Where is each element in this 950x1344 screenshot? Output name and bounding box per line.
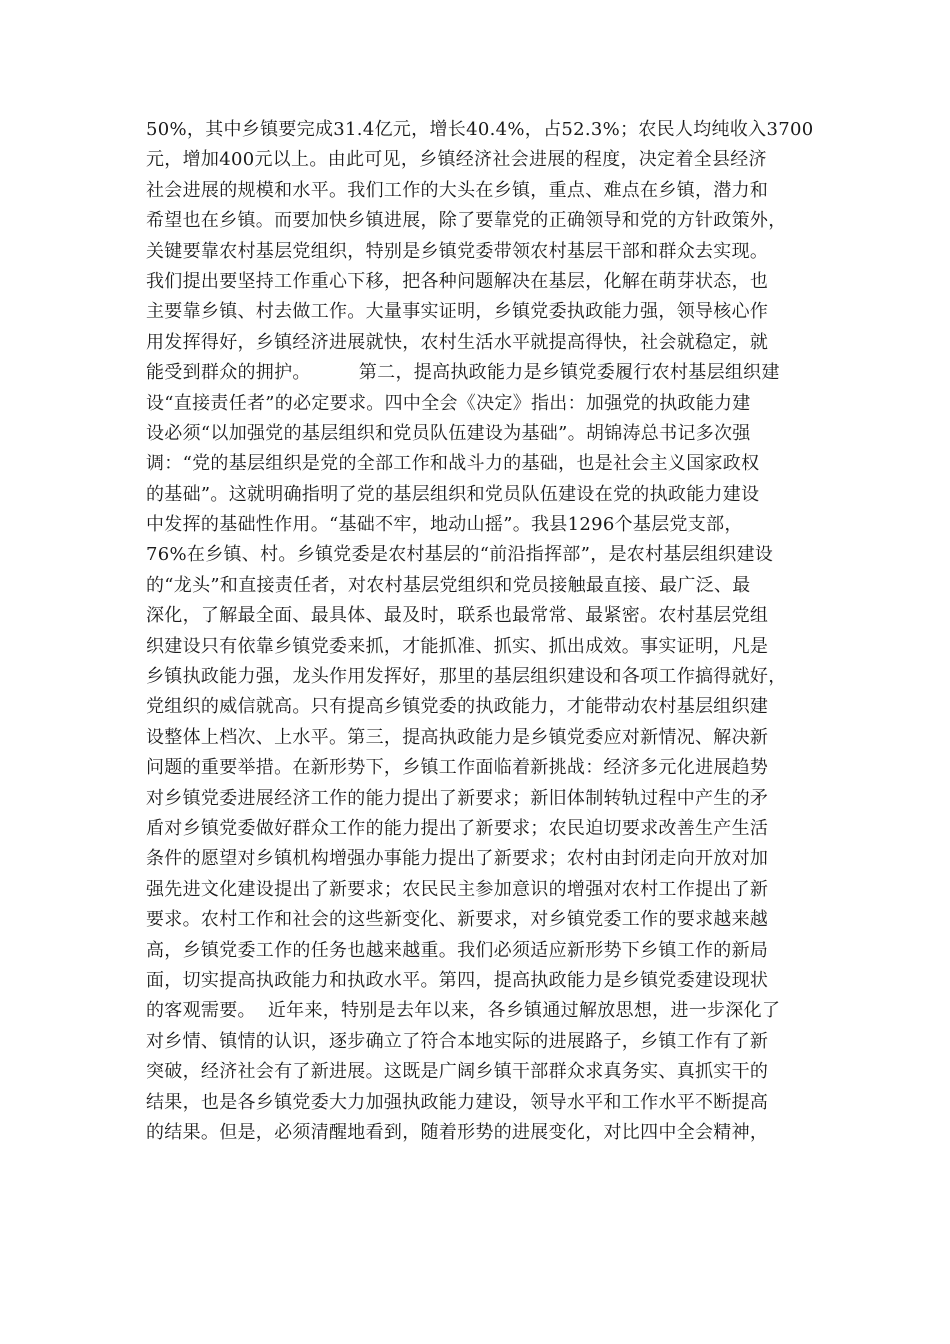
text-line: 条件的愿望对乡镇机构增强办事能力提出了新要求；农村由封闭走向开放对加 xyxy=(146,848,769,870)
text-line: 的客观需要。 近年来，特别是去年以来，各乡镇通过解放思想，进一步深化了 xyxy=(146,1000,781,1022)
text-line: 的基础”。这就明确指明了党的基层组织和党员队伍建设在党的执政能力建设 xyxy=(146,483,760,505)
text-line: 党组织的威信就高。只有提高乡镇党委的执政能力，才能带动农村基层组织建 xyxy=(146,696,769,718)
text-line: 中发挥的基础性作用。“基础不牢，地动山摇”。我县1296个基层党支部， xyxy=(146,514,743,536)
text-line: 元，增加400元以上。由此可见，乡镇经济社会进展的程度，决定着全县经济 xyxy=(146,149,767,171)
text-line: 强先进文化建设提出了新要求；农民民主参加意识的增强对农村工作提出了新 xyxy=(146,878,769,900)
text-line: 织建设只有依靠乡镇党委来抓，才能抓准、抓实、抓出成效。事实证明，凡是 xyxy=(146,635,769,657)
text-line: 设“直接责任者”的必定要求。四中全会《决定》指出：加强党的执政能力建 xyxy=(146,392,751,414)
text-line: 主要靠乡镇、村去做工作。大量事实证明，乡镇党委执政能力强，领导核心作 xyxy=(146,301,769,323)
text-line: 设整体上档次、上水平。第三，提高执政能力是乡镇党委应对新情况、解决新 xyxy=(146,726,769,748)
text-line: 的“龙头”和直接责任者，对农村基层党组织和党员接触最直接、最广泛、最 xyxy=(146,574,751,596)
text-line: 高，乡镇党委工作的任务也越来越重。我们必须适应新形势下乡镇工作的新局 xyxy=(146,939,769,961)
text-line: 我们提出要坚持工作重心下移，把各种问题解决在基层，化解在萌芽状态，也 xyxy=(146,270,769,292)
text-line: 对乡情、镇情的认识，逐步确立了符合本地实际的进展路子，乡镇工作有了新 xyxy=(146,1030,769,1052)
body-text xyxy=(146,115,814,1148)
text-line: 调：“党的基层组织是党的全部工作和战斗力的基础，也是社会主义国家政权 xyxy=(146,453,760,475)
text-line: 问题的重要举措。在新形势下，乡镇工作面临着新挑战：经济多元化进展趋势 xyxy=(146,757,769,779)
text-line: 设必须“以加强党的基层组织和党员队伍建设为基础”。胡锦涛总书记多次强 xyxy=(146,422,751,444)
text-line: 能受到群众的拥护。 第二，提高执政能力是乡镇党委履行农村基层组织建 xyxy=(146,362,780,384)
text-line: 深化，了解最全面、最具体、最及时，联系也最常常、最紧密。农村基层党组 xyxy=(146,605,769,627)
text-line: 76%在乡镇、村。乡镇党委是农村基层的“前沿指挥部”，是农村基层组织建设 xyxy=(146,544,774,566)
text-line: 50%，其中乡镇要完成31.4亿元，增长40.4%，占52.3%；农民人均纯收入3700 xyxy=(146,119,814,140)
text-line: 的结果。但是，必须清醒地看到，随着形势的进展变化，对比四中全会精神， xyxy=(146,1121,769,1143)
text-line: 结果，也是各乡镇党委大力加强执政能力建设，领导水平和工作水平不断提高 xyxy=(146,1091,769,1113)
text-line: 希望也在乡镇。而要加快乡镇进展，除了要靠党的正确领导和党的方针政策外， xyxy=(146,210,787,232)
text-line: 社会进展的规模和水平。我们工作的大头在乡镇，重点、难点在乡镇，潜力和 xyxy=(146,179,769,201)
text-line: 突破，经济社会有了新进展。这既是广阔乡镇干部群众求真务实、真抓实干的 xyxy=(146,1061,769,1083)
text-line: 面，切实提高执政能力和执政水平。第四，提高执政能力是乡镇党委建设现状 xyxy=(146,969,769,991)
text-line: 乡镇执政能力强，龙头作用发挥好，那里的基层组织建设和各项工作搞得就好， xyxy=(146,666,787,688)
text-line: 盾对乡镇党委做好群众工作的能力提出了新要求；农民迫切要求改善生产生活 xyxy=(146,817,769,839)
text-line: 对乡镇党委进展经济工作的能力提出了新要求；新旧体制转轨过程中产生的矛 xyxy=(146,787,769,809)
text-line: 关键要靠农村基层党组织，特别是乡镇党委带领农村基层干部和群众去实现。 xyxy=(146,240,769,262)
text-line: 用发挥得好，乡镇经济进展就快，农村生活水平就提高得快，社会就稳定，就 xyxy=(146,331,769,353)
text-line: 要求。农村工作和社会的这些新变化、新要求，对乡镇党委工作的要求越来越 xyxy=(146,909,769,931)
